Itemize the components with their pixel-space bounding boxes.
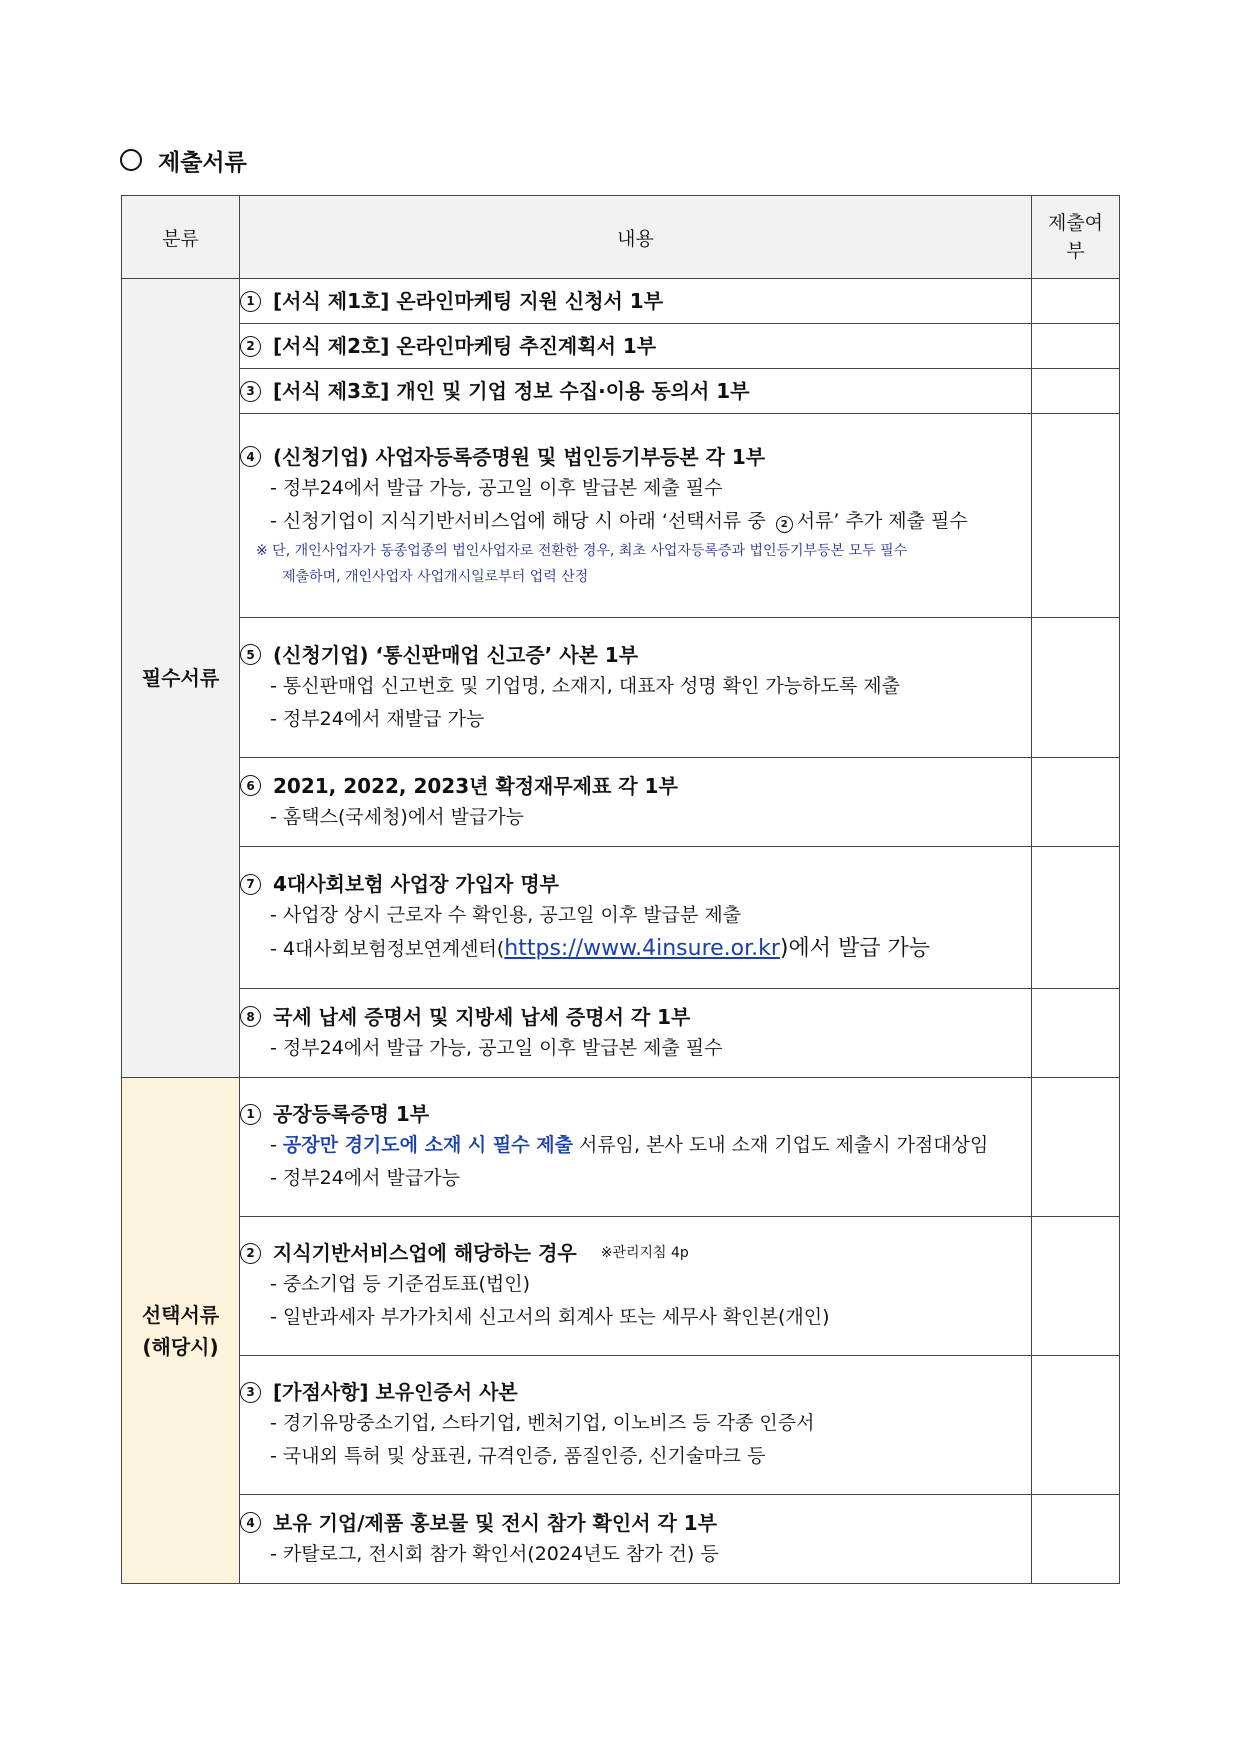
table-row — [122, 324, 1120, 369]
insure-link[interactable]: https://www.4insure.or.kr — [504, 936, 780, 961]
row-content — [240, 1356, 1032, 1495]
category-required: 필수서류 — [122, 279, 240, 1078]
item-title: [서식 제2호] 온라인마케팅 추진계획서 1부 — [273, 334, 657, 358]
circled-number: 7 — [240, 874, 261, 895]
row-content — [240, 1495, 1032, 1584]
row-content — [240, 279, 1032, 324]
item-detail: - 국내외 특허 및 상표권, 규격인증, 품질인증, 신기술마크 등 — [270, 1445, 766, 1467]
table-row — [122, 989, 1120, 1078]
circled-number: 3 — [240, 381, 261, 402]
item-detail: - 카탈로그, 전시회 참가 확인서(2024년도 참가 건) 등 — [270, 1542, 719, 1565]
row-content — [240, 1217, 1032, 1356]
circled-number: 2 — [240, 1243, 261, 1264]
item-detail: - 통신판매업 신고번호 및 기업명, 소재지, 대표자 성명 확인 가능하도록 제출 — [270, 674, 900, 697]
table-row — [122, 847, 1120, 989]
circled-number: 2 — [776, 516, 793, 533]
table-row — [122, 414, 1120, 618]
table-row — [122, 1217, 1120, 1356]
item-title: 보유 기업/제품 홍보물 및 전시 참가 확인서 각 1부 — [273, 1510, 718, 1535]
circled-number: 5 — [240, 644, 261, 665]
item-detail: - 정부24에서 발급가능 — [270, 1167, 460, 1189]
status-cell[interactable] — [1032, 758, 1120, 847]
note-line2: 제출하며, 개인사업자 사업개시일로부터 업력 산정 — [282, 568, 589, 585]
row-content — [240, 989, 1032, 1078]
table-row — [122, 1356, 1120, 1495]
status-cell[interactable] — [1032, 989, 1120, 1078]
circled-number: 4 — [240, 1512, 261, 1533]
row-content — [240, 414, 1032, 618]
item-note — [240, 538, 1031, 590]
circled-number: 2 — [240, 336, 261, 357]
table-row — [122, 279, 1120, 324]
header-status-line1: 제출여 — [1047, 212, 1104, 234]
row-content — [240, 324, 1032, 369]
note-line1: ※ 단, 개인사업자가 동종업종의 법인사업자로 전환한 경우, 최초 사업자등록증과 법인등기부등본 모두 필수 — [256, 542, 908, 559]
item-detail: - 경기유망중소기업, 스타기업, 벤처기업, 이노비즈 등 각종 인증서 — [270, 1412, 815, 1434]
circled-number: 4 — [240, 446, 261, 467]
table-row — [122, 758, 1120, 847]
item-title: (신청기업) 사업자등록증명원 및 법인등기부등본 각 1부 — [273, 444, 766, 469]
circled-number: 1 — [240, 291, 261, 312]
item-title: 국세 납세 증명서 및 지방세 납세 증명서 각 1부 — [273, 1004, 691, 1029]
row-content — [240, 618, 1032, 758]
table-row — [122, 1078, 1120, 1217]
table-row — [122, 618, 1120, 758]
item-detail: - 일반과세자 부가가치세 신고서의 회계사 또는 세무사 확인본(개인) — [270, 1306, 830, 1328]
item-detail: - 홈택스(국세청)에서 발급가능 — [270, 805, 525, 828]
section-heading — [120, 142, 247, 178]
status-cell[interactable] — [1032, 1078, 1120, 1217]
circled-number: 3 — [240, 1382, 261, 1403]
status-cell[interactable] — [1032, 1356, 1120, 1495]
header-content: 내용 — [240, 196, 1032, 279]
item-detail: - 신청기업이 지식기반서비스업에 해당 시 아래 ‘선택서류 중 2 서류’ 추가 제출 필수 — [270, 509, 968, 532]
item-title: [서식 제1호] 온라인마케팅 지원 신청서 1부 — [273, 289, 664, 313]
circled-number: 8 — [240, 1006, 261, 1027]
row-content — [240, 847, 1032, 989]
category-optional-line2: (해당시) — [142, 1334, 219, 1359]
status-cell[interactable] — [1032, 369, 1120, 414]
header-category: 분류 — [122, 196, 240, 279]
status-cell[interactable] — [1032, 1217, 1120, 1356]
row-content — [240, 758, 1032, 847]
circled-number: 6 — [240, 775, 261, 796]
item-detail: - 사업장 상시 근로자 수 확인용, 공고일 이후 발급분 제출 — [270, 904, 742, 926]
row-content — [240, 369, 1032, 414]
item-title: 지식기반서비스업에 해당하는 경우 — [273, 1241, 577, 1265]
section-title: 제출서류 — [158, 149, 247, 176]
documents-table — [121, 195, 1120, 1584]
status-cell[interactable] — [1032, 324, 1120, 369]
status-cell[interactable] — [1032, 618, 1120, 758]
highlight-text: 공장만 경기도에 소재 시 필수 제출 — [282, 1134, 573, 1156]
header-status — [1032, 196, 1120, 279]
item-title: 공장등록증명 1부 — [273, 1102, 430, 1126]
table-row — [122, 369, 1120, 414]
item-detail: - 정부24에서 발급 가능, 공고일 이후 발급본 제출 필수 — [270, 1036, 723, 1059]
category-optional-line1: 선택서류 — [141, 1302, 220, 1327]
guideline-tag: ※관리지침 4p — [600, 1245, 689, 1261]
table-row — [122, 1495, 1120, 1584]
status-cell[interactable] — [1032, 1495, 1120, 1584]
item-detail: - 공장만 경기도에 소재 시 필수 제출 서류임, 본사 도내 소재 기업도 제출시 가점대상임 — [270, 1134, 989, 1156]
item-title: [가점사항] 보유인증서 사본 — [273, 1380, 518, 1404]
item-title: 2021, 2022, 2023년 확정재무제표 각 1부 — [273, 773, 678, 798]
item-detail: - 정부24에서 재발급 가능 — [270, 707, 485, 730]
status-cell[interactable] — [1032, 847, 1120, 989]
hollow-circle-icon — [120, 149, 142, 171]
table-header-row — [122, 196, 1120, 279]
item-detail: - 4대사회보험정보연계센터(https://www.4insure.or.kr)에서 발급 가능 — [270, 936, 931, 961]
item-detail: - 정부24에서 발급 가능, 공고일 이후 발급본 제출 필수 — [270, 476, 723, 499]
item-title: [서식 제3호] 개인 및 기업 정보 수집·이용 동의서 1부 — [273, 379, 750, 403]
item-title: 4대사회보험 사업장 가입자 명부 — [273, 872, 559, 896]
status-cell[interactable] — [1032, 279, 1120, 324]
row-content — [240, 1078, 1032, 1217]
circled-number: 1 — [240, 1104, 261, 1125]
item-title: (신청기업) ‘통신판매업 신고증’ 사본 1부 — [273, 642, 639, 667]
category-optional — [122, 1078, 240, 1584]
item-detail: - 중소기업 등 기준검토표(법인) — [270, 1273, 531, 1295]
status-cell[interactable] — [1032, 414, 1120, 618]
header-status-line2: 부 — [1066, 240, 1085, 262]
